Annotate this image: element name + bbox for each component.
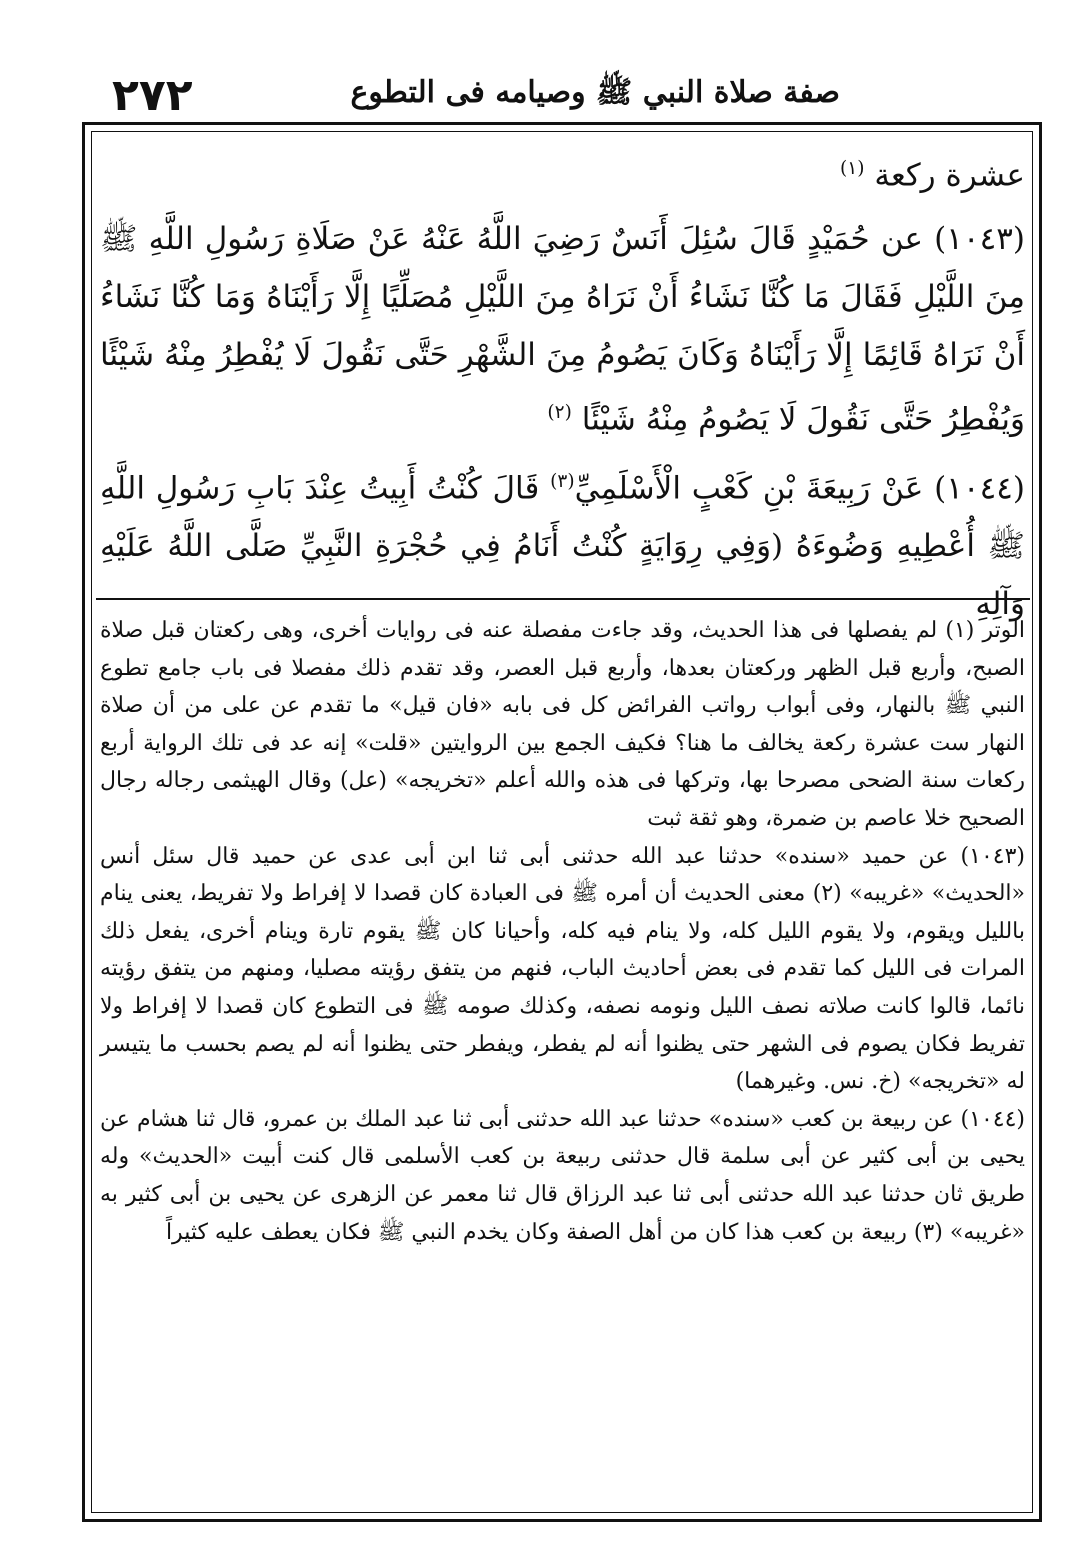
page-number: ٢٧٢ xyxy=(112,70,193,121)
footnotes xyxy=(100,612,1025,1251)
footnote-divider xyxy=(96,598,1030,600)
main-text xyxy=(100,140,1025,637)
hadith-1044-continuation: قَالَ كُنْتُ أَبِيتُ عِنْدَ بَابِ رَسُولِ اللَّهِ ﷺ أُعْطِيهِ وَضُوءَهُ (وَفِي رِوَايَةٍ كُنْتُ أَنَامُ فِي حُجْرَةِ النَّبِيِّ صَلَّى اللَّهُ عَلَيْهِ وَآلِهِ xyxy=(100,469,1025,622)
footnote-para-3: (١٠٤٤) عن ربيعة بن كعب «سنده» حدثنا عبد الله حدثنى أبى ثنا عبد الملك بن عمرو، قال ثنا هشام عن يحيى بن أبى كثير عن أبى سلمة قال حدثنى ربيعة بن كعب الأسلمى قال كنت أبيت «الحديث» وله طريق ثان حدثنا عبد الله حدثنى أبى ثنا عبد الرزاق قال ثنا معمر عن الزهرى عن يحيى بن أبى كثير به «غريبه» (٣) ربيعة بن كعب هذا كان من أهل الصفة وكان يخدم النبي ﷺ فكان يعطف عليه كثيراً xyxy=(100,1106,1025,1245)
footnote-para-2: (١٠٤٣) عن حميد «سنده» حدثنا عبد الله حدثنى أبى ثنا ابن أبى عدى عن حميد قال سئل أنس «الحديث» «غريبه» (٢) معنى الحديث أن أمره ﷺ فى العبادة كان قصدا لا إفراط ولا تفريط، يعنى ينام بالليل ويقوم، ولا يقوم الليل كله، ولا ينام فيه كله، وأحيانا كان ﷺ يقوم تارة وينام أخرى، يفعل ذلك المرات فى الليل كما تقدم فى بعض أحاديث الباب، فنهم من يتفق رؤيته مصليا، ومنهم من يتفق رؤيته نائما، قالوا كانت صلاته نصف الليل ونومه نصفه، وكذلك صومه ﷺ فى التطوع كان قصدا لا إفراط ولا تفريط فكان يصوم فى الشهر حتى يظنوا أنه لم يفطر، ويفطر حتى يظنوا أنه لم يصم بحسب ما يتيسر له «تخريجه» (خ. نس. وغيرهما) xyxy=(100,843,1025,1095)
running-title: صفة صلاة النبي ﷺ وصيامه فى التطوع xyxy=(350,75,840,110)
footnote-ref-1: (١) xyxy=(839,158,865,179)
hadith-1044-text: (١٠٤٤) عَنْ رَبِيعَةَ بْنِ كَعْبٍ الْأَسْلَمِيِّ xyxy=(574,469,1025,506)
hadith-1043 xyxy=(100,210,1025,448)
footnote-para-1: الوتر (١) لم يفصلها فى هذا الحديث، وقد جاءت مفصلة عنه فى روايات أخرى، وهى ركعتان قبل صلاة الصبح، وأربع قبل الظهر وركعتان بعدها، وأربع قبل العصر، وقد تقدم ذلك مفصلا فى باب جامع تطوع النبي ﷺ بالنهار، وفى أبواب رواتب الفرائض كل فى بابه «فان قيل» ما تقدم عن على من أن صلاة النهار ست عشرة ركعة يخالف ما هنا؟ فكيف الجمع بين الروايتين «قلت» إنه عد فى تلك الرواية أربع ركعات سنة الضحى مصرحا بها، وتركها فى هذه والله أعلم «تخريجه» (عل) وقال الهيثمى رجاله رجال الصحيح خلا عاصم بن ضمرة، وهو ثقة ثبت xyxy=(100,618,1025,831)
main-line-end-text: عشرة ركعة xyxy=(874,157,1025,194)
footnote-ref-2: (٢) xyxy=(547,402,572,424)
main-line-end xyxy=(100,140,1025,204)
hadith-1043-text: (١٠٤٣) عن حُمَيْدٍ قَالَ سُئِلَ أَنَسٌ رَضِيَ اللَّهُ عَنْهُ عَنْ صَلَاةِ رَسُولِ اللَّهِ ﷺ مِنَ اللَّيْلِ فَقَالَ مَا كُنَّا نَشَاءُ أَنْ نَرَاهُ مِنَ اللَّيْلِ مُصَلِّيًا إِلَّا رَأَيْنَاهُ وَمَا كُنَّا نَشَاءُ أَنْ نَرَاهُ قَائِمًا إِلَّا رَأَيْنَاهُ وَكَانَ يَصُومُ مِنَ الشَّهْرِ حَتَّى نَقُولَ لَا يُفْطِرُ مِنْهُ شَيْئًا وَيُفْطِرُ حَتَّى نَقُولَ لَا يَصُومُ مِنْهُ شَيْئًا xyxy=(100,221,1025,438)
footnote-ref-3: (٣) xyxy=(550,470,575,492)
hadith-1044 xyxy=(100,453,1025,633)
